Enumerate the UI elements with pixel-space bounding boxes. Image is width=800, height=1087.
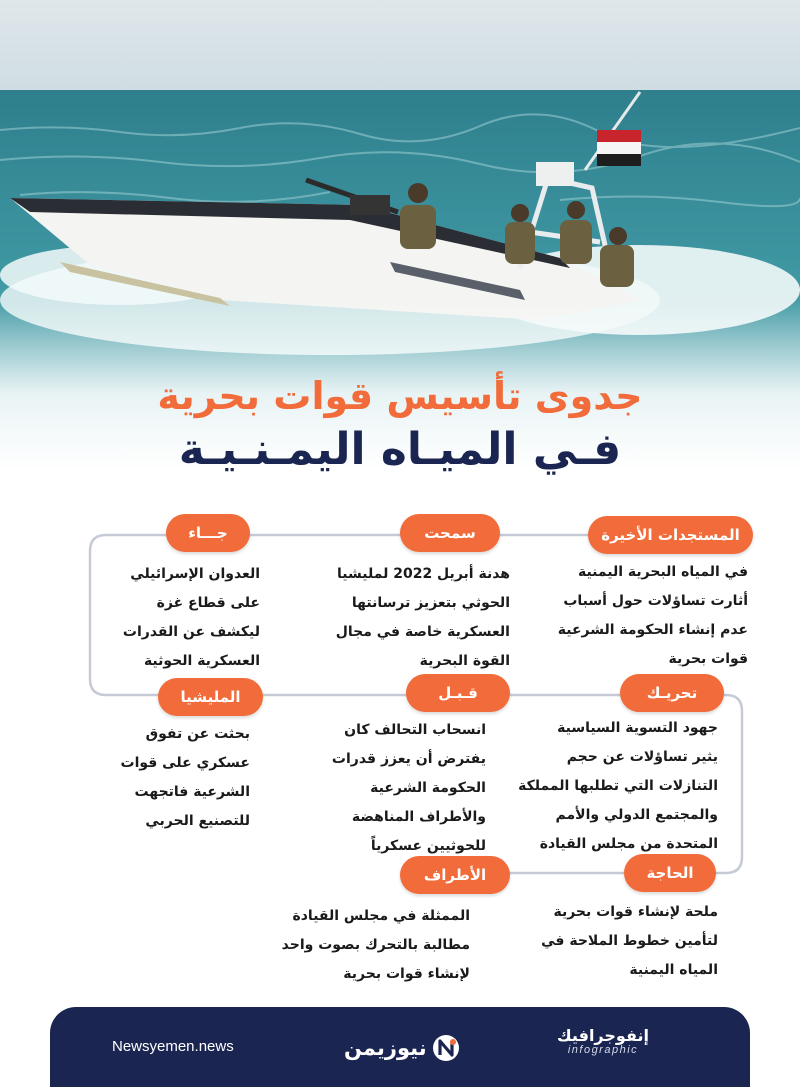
title-line-1: جدوى تأسيس قوات بحرية	[157, 374, 643, 418]
brand-logo	[344, 1030, 461, 1066]
newsyemen-logo-icon	[431, 1033, 461, 1063]
text-line: الحوثي بتعزيز ترسانتها	[351, 595, 510, 611]
text-line: العسكرية خاصة في مجال	[335, 624, 510, 640]
text-line: العدوان الإسرائيلي	[130, 566, 260, 582]
text-line: والأطراف المناهضة	[351, 809, 486, 825]
website-link[interactable]: Newsyemen.news	[112, 1038, 234, 1055]
text-line: لتأمين خطوط الملاحة في	[541, 933, 718, 949]
section-text-allowed	[336, 560, 510, 676]
section-heading-came: جـــاء	[166, 514, 250, 552]
section-text-parties	[282, 902, 470, 989]
text-line: العسكرية الحوثية	[143, 653, 260, 669]
text-line: للتصنيع الحربي	[145, 813, 250, 829]
text-line: على قطاع غزة	[156, 595, 260, 611]
text-line: هدنة أبريل 2022 لمليشيا	[337, 566, 510, 582]
section-heading-militia: المليشيا	[158, 678, 263, 716]
text-line: عسكري على قوات	[120, 755, 250, 771]
text-line: القوة البحرية	[419, 653, 510, 669]
text-line: والمجتمع الدولي والأمم	[555, 807, 718, 823]
text-line: ملحة لإنشاء قوات بحرية	[553, 904, 718, 920]
text-line: الممثلة في مجلس القيادة	[292, 908, 470, 924]
title-line-2: فـي الميـاه اليمـنـيـة	[178, 424, 622, 475]
section-heading-allowed: سمحت	[400, 514, 500, 552]
text-line: المياه اليمنية	[629, 962, 718, 978]
text-line: للحوثيين عسكرياً	[370, 838, 486, 854]
brand-name: نيوزيمن	[344, 1036, 427, 1060]
section-heading-need: الحاجة	[624, 854, 716, 892]
section-text-need	[541, 898, 718, 985]
text-line: التنازلات التي تطلبها المملكة	[518, 778, 718, 794]
text-line: انسحاب التحالف كان	[344, 722, 486, 738]
section-heading-before: قـبـل	[406, 674, 510, 712]
infographic-label-ar: إنفوجرافيك	[557, 1026, 649, 1045]
text-line: يثير تساؤلات عن حجم	[566, 749, 718, 765]
text-line: لإنشاء قوات بحرية	[343, 966, 470, 982]
text-line: أثارت تساؤلات حول أسباب	[563, 593, 748, 609]
section-text-movement	[518, 714, 718, 859]
section-text-militia	[121, 720, 251, 836]
text-line: في المياه البحرية اليمنية	[577, 564, 748, 580]
section-heading-latest: المستجدات الأخيرة	[588, 516, 753, 554]
text-line: ليكشف عن القدرات	[122, 624, 260, 640]
text-line: الشرعية فاتجهت	[134, 784, 250, 800]
section-text-before	[332, 716, 486, 861]
text-line: مطالبة بالتحرك بصوت واحد	[281, 937, 470, 953]
text-line: قوات بحرية	[668, 651, 748, 667]
section-heading-parties: الأطراف	[400, 856, 510, 894]
text-line: جهود التسوية السياسية	[557, 720, 718, 736]
text-line: المتحدة من مجلس القيادة	[539, 836, 718, 852]
text-line: عدم إنشاء الحكومة الشرعية	[557, 622, 748, 638]
text-line: يفترض أن يعزز قدرات	[331, 751, 486, 767]
text-line: الحكومة الشرعية	[370, 780, 486, 796]
text-line: بحثت عن تفوق	[145, 726, 250, 742]
infographic-label	[548, 1026, 658, 1056]
section-heading-movement: تحريـك	[620, 674, 724, 712]
infographic-label-en: infographic	[567, 1044, 639, 1056]
section-text-latest	[558, 558, 748, 674]
section-text-came	[123, 560, 260, 676]
